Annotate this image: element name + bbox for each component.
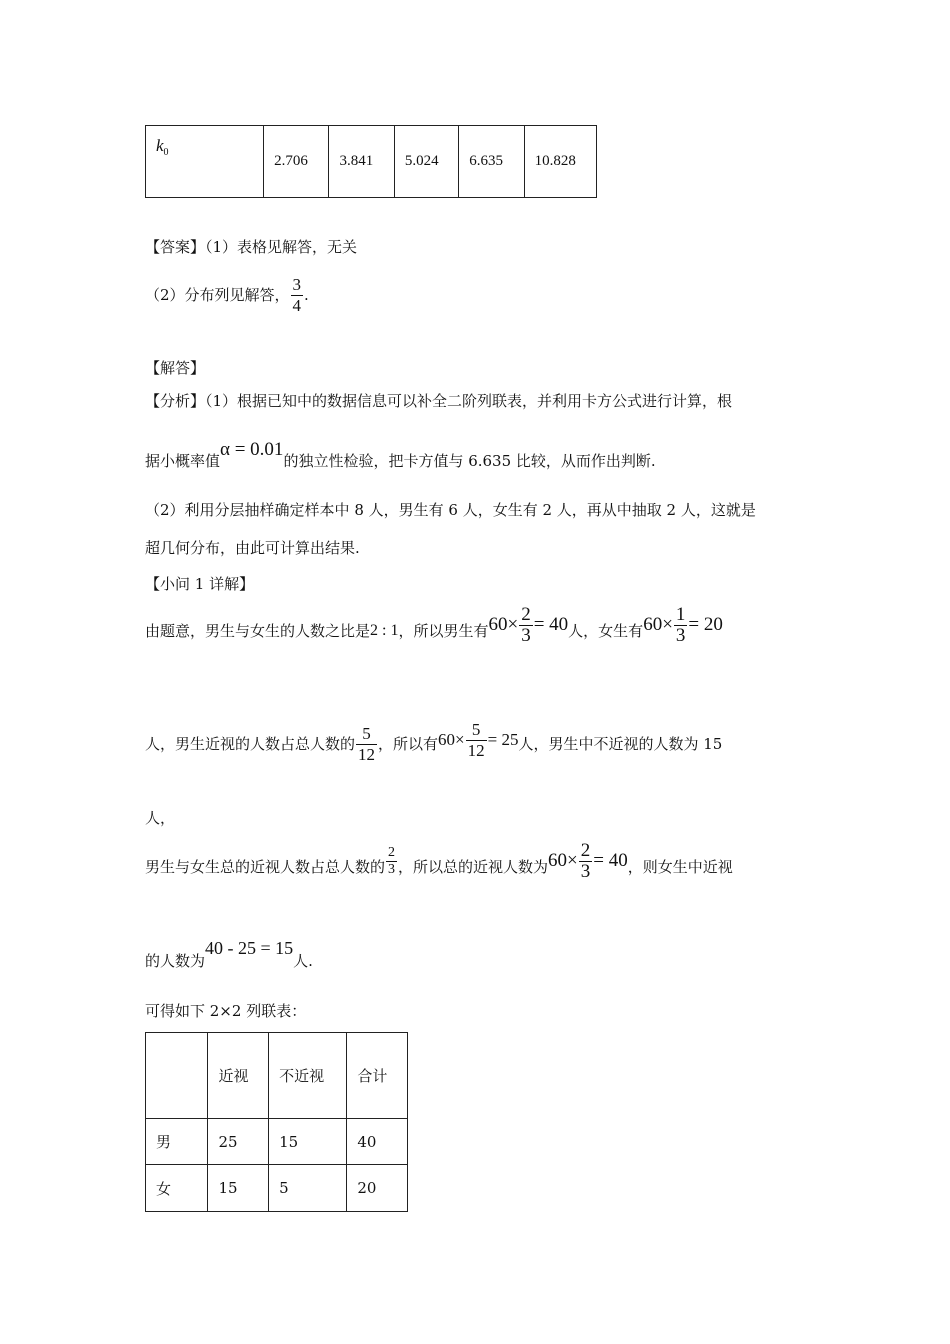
k0-variable: $k_0$ bbox=[156, 136, 169, 158]
equation-boys-myopia: 60× $\frac{5}{12}$ = 25 bbox=[438, 719, 519, 760]
analysis-line-4: 超几何分布，由此可计算出结果. bbox=[145, 539, 360, 557]
detail-p2-mid: ，所以有 bbox=[378, 735, 439, 753]
fraction-5-12: $\frac{5}{12}$ bbox=[358, 723, 376, 764]
answer-line-1: 【答案】（1）表格见解答，无关 bbox=[145, 238, 358, 256]
equation-total-myopia: 60× $\frac{2}{3}$ = 40 bbox=[548, 839, 628, 882]
critical-value-cell: 3.841 bbox=[329, 126, 394, 198]
table-header-cell: 近视 bbox=[208, 1033, 269, 1119]
table-row bbox=[146, 1119, 408, 1165]
detail-p4-mid: ，所以总的近视人数为 bbox=[398, 858, 549, 876]
table-cell: 20 bbox=[347, 1165, 408, 1212]
analysis-line-3: （2）利用分层抽样确定样本中 8 人，男生有 6 人，女生有 2 人，再从中抽取 2 人，这就是 bbox=[145, 501, 756, 519]
analysis-line-1: 【分析】（1）根据已知中的数据信息可以补全二阶列联表，并利用卡方公式进行计算，根 bbox=[145, 392, 733, 410]
detail-p5-prefix: 的人数为 bbox=[145, 952, 206, 970]
critical-value-table bbox=[145, 125, 597, 198]
detail-paragraph-2 bbox=[145, 718, 722, 770]
detail-p2-prefix: 人，男生近视的人数占总人数的 bbox=[145, 735, 356, 753]
table-header-cell: 不近视 bbox=[269, 1033, 347, 1119]
detail-paragraph-6: 可得如下 2×2 列联表： bbox=[145, 1002, 307, 1020]
analysis-line-2-prefix: 据小概率值 bbox=[145, 452, 221, 470]
table-cell: 女 bbox=[146, 1165, 208, 1212]
table-header-cell bbox=[146, 1033, 208, 1119]
table-row bbox=[146, 1165, 408, 1212]
critical-value-cell: 2.706 bbox=[264, 126, 329, 198]
detail-paragraph-3: 人， bbox=[145, 809, 176, 827]
answer-line-2-suffix: . bbox=[304, 286, 309, 304]
detail-p2-suffix: 人，男生中不近视的人数为 15 bbox=[518, 735, 723, 753]
table-cell: 15 bbox=[269, 1119, 347, 1165]
equation-boys: 60× $\frac{2}{3}$ = 40 bbox=[488, 603, 569, 646]
alpha-expression: α = 0.01 bbox=[220, 439, 284, 460]
critical-value-cell: 10.828 bbox=[524, 126, 596, 198]
table-header-cell: 合计 bbox=[347, 1033, 408, 1119]
detail-p5-suffix: 人. bbox=[293, 952, 313, 970]
detail-p4-prefix: 男生与女生总的近视人数占总人数的 bbox=[145, 858, 386, 876]
answer-line-2 bbox=[145, 270, 309, 320]
solution-heading: 【解答】 bbox=[145, 359, 206, 377]
critical-value-cell: 5.024 bbox=[394, 126, 458, 198]
detail-p1-prefix: 由题意，男生与女生的人数之比是 bbox=[145, 622, 371, 640]
equation-girls: 60× $\frac{1}{3}$ = 20 bbox=[643, 603, 723, 646]
fraction-2-3: $\frac{2}{3}$ bbox=[388, 844, 396, 877]
table-cell: 男 bbox=[146, 1119, 208, 1165]
table-cell: 15 bbox=[208, 1165, 269, 1212]
detail-paragraph-1 bbox=[145, 605, 723, 657]
table-cell: 40 bbox=[347, 1119, 408, 1165]
analysis-line-2 bbox=[145, 438, 656, 472]
detail-p1-mid2: 人，女生有 bbox=[568, 622, 644, 640]
detail-heading: 【小问 1 详解】 bbox=[145, 575, 255, 593]
table-header-row bbox=[146, 1033, 408, 1119]
critical-value-cell: 6.635 bbox=[459, 126, 524, 198]
k0-label-cell bbox=[146, 126, 264, 198]
fraction-3-4: $\frac{3}{4}$ bbox=[292, 274, 302, 315]
table-cell: 25 bbox=[208, 1119, 269, 1165]
table-cell: 5 bbox=[269, 1165, 347, 1212]
detail-paragraph-5 bbox=[145, 936, 313, 972]
analysis-line-2-suffix: 的独立性检验，把卡方值与 6.635 比较，从而作出判断. bbox=[283, 452, 656, 470]
detail-p1-mid: ，所以男生有 bbox=[398, 622, 489, 640]
ratio: 2 : 1 bbox=[370, 622, 399, 639]
detail-p4-suffix: ，则女生中近视 bbox=[627, 858, 733, 876]
equation-girls-myopia: 40 - 25 = 15 bbox=[205, 938, 294, 958]
detail-paragraph-4 bbox=[145, 839, 733, 891]
answer-line-2-prefix: （2）分布列见解答， bbox=[145, 286, 290, 304]
contingency-table bbox=[145, 1032, 408, 1212]
